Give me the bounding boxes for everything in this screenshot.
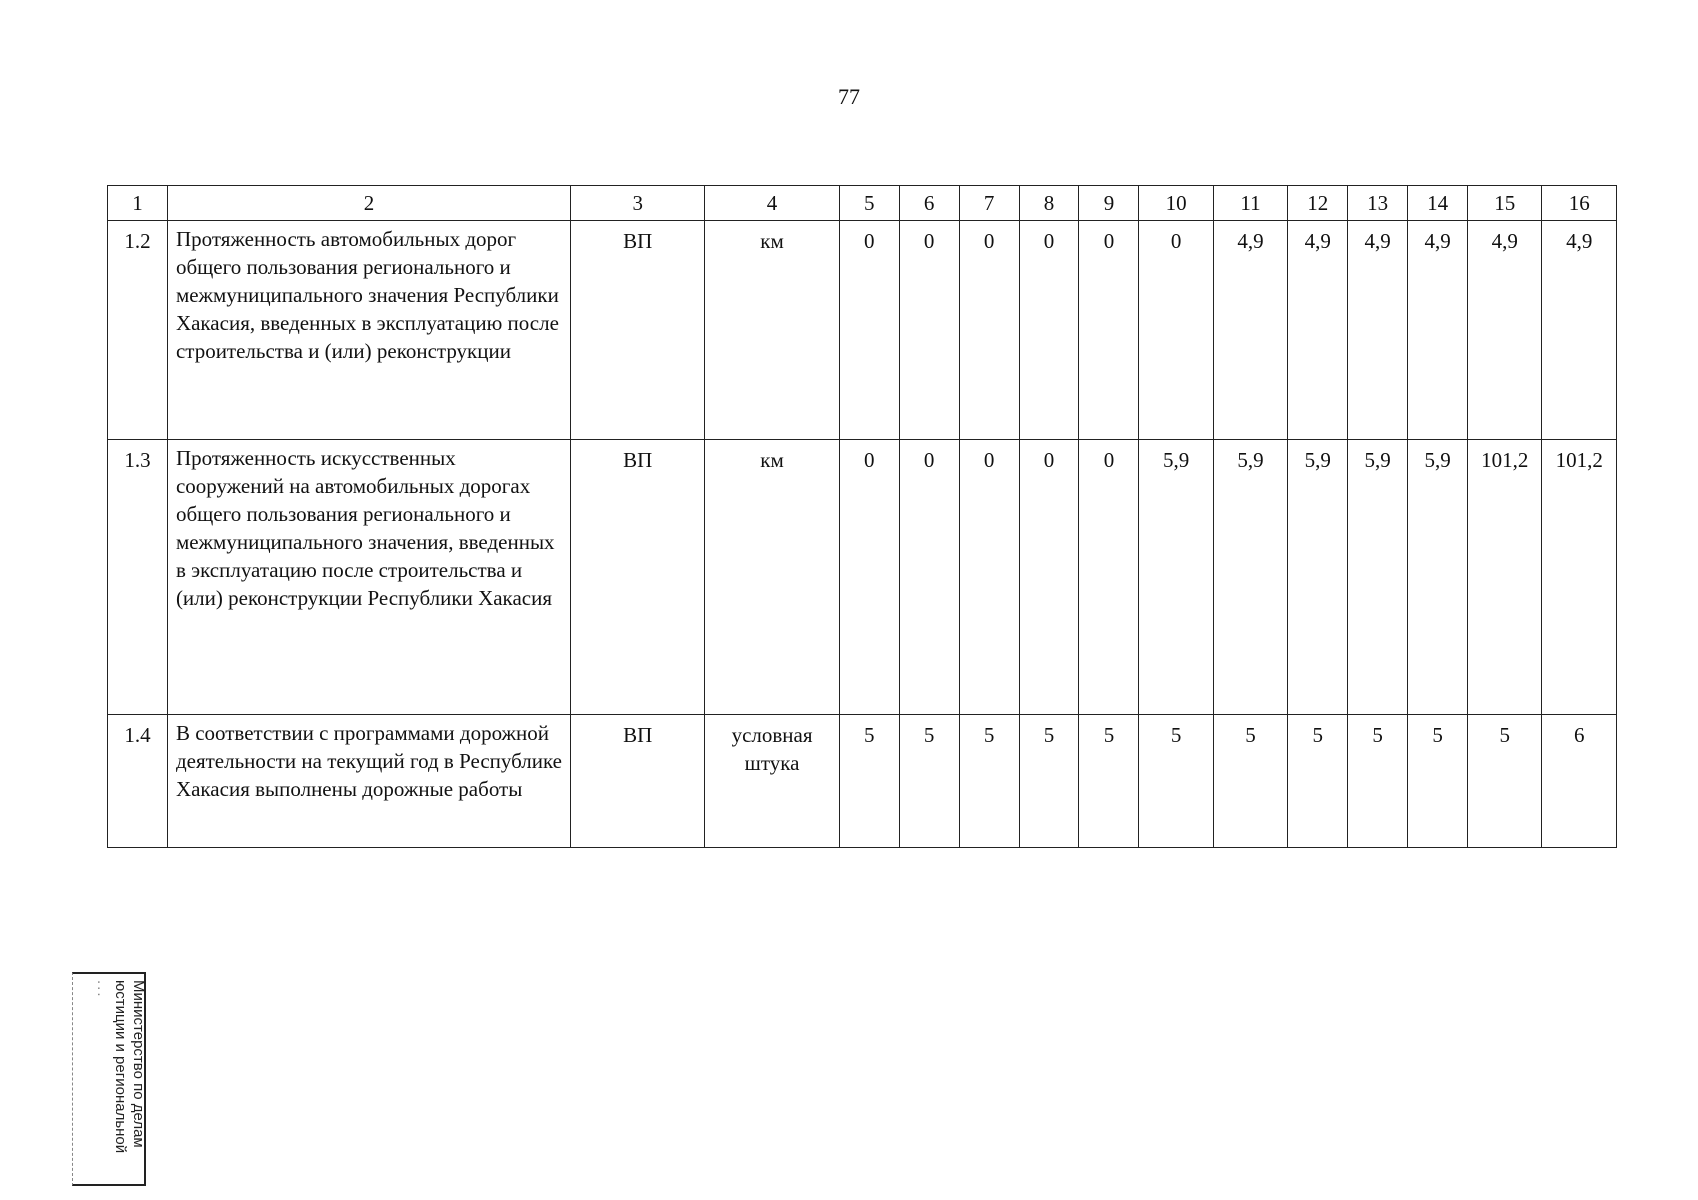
row-number: 1.3 (108, 440, 168, 715)
stamp-line: ... (94, 980, 111, 999)
registration-stamp (72, 972, 146, 1186)
value-cell: 101,2 (1468, 440, 1542, 715)
value-cell: 5 (899, 715, 959, 848)
value-cell: 0 (1139, 221, 1213, 440)
header-cell: 14 (1408, 186, 1468, 221)
header-cell: 3 (571, 186, 705, 221)
value-cell: 0 (1079, 440, 1139, 715)
indicators-table (107, 185, 1617, 848)
table-header-row (108, 186, 1617, 221)
header-cell: 11 (1213, 186, 1287, 221)
value-cell: 5 (1468, 715, 1542, 848)
value-cell: 5 (1288, 715, 1348, 848)
indicator-type: ВП (571, 221, 705, 440)
page-number: 77 (838, 84, 860, 109)
table-row (108, 221, 1617, 440)
header-cell: 8 (1019, 186, 1079, 221)
value-cell: 4,9 (1348, 221, 1408, 440)
value-cell: 5 (1348, 715, 1408, 848)
header-cell: 16 (1542, 186, 1617, 221)
value-cell: 5 (839, 715, 899, 848)
header-cell: 7 (959, 186, 1019, 221)
value-cell: 5 (1213, 715, 1287, 848)
header-cell: 15 (1468, 186, 1542, 221)
stamp-text (77, 976, 147, 1186)
header-cell: 12 (1288, 186, 1348, 221)
indicator-unit: условная штука (705, 715, 839, 848)
header-cell: 5 (839, 186, 899, 221)
value-cell: 0 (1079, 221, 1139, 440)
value-cell: 5,9 (1213, 440, 1287, 715)
stamp-line: юстиции и региональной (112, 980, 129, 1154)
value-cell: 0 (1019, 440, 1079, 715)
stamp-line: Министерство по делам (130, 980, 147, 1148)
value-cell: 5,9 (1139, 440, 1213, 715)
value-cell: 0 (839, 440, 899, 715)
table-row (108, 715, 1617, 848)
indicator-name: Протяженность автомобильных дорог общего пользования регионального и межмуниципального значения Республики Хакасия, введенных в эксплуатацию после строительства и (или) реконструкции (167, 221, 570, 440)
value-cell: 0 (839, 221, 899, 440)
value-cell: 5 (1019, 715, 1079, 848)
value-cell: 5 (1139, 715, 1213, 848)
row-number: 1.2 (108, 221, 168, 440)
indicator-name: В соответствии с программами дорожной деятельности на текущий год в Республике Хакасия выполнены дорожные работы (167, 715, 570, 848)
header-cell: 1 (108, 186, 168, 221)
header-cell: 13 (1348, 186, 1408, 221)
value-cell: 5,9 (1408, 440, 1468, 715)
value-cell: 4,9 (1408, 221, 1468, 440)
indicator-unit: км (705, 221, 839, 440)
indicator-type: ВП (571, 715, 705, 848)
value-cell: 5 (1408, 715, 1468, 848)
value-cell: 4,9 (1288, 221, 1348, 440)
value-cell: 0 (959, 440, 1019, 715)
value-cell: 4,9 (1542, 221, 1617, 440)
header-cell: 6 (899, 186, 959, 221)
value-cell: 0 (899, 221, 959, 440)
value-cell: 0 (959, 221, 1019, 440)
header-cell: 10 (1139, 186, 1213, 221)
row-number: 1.4 (108, 715, 168, 848)
value-cell: 5,9 (1348, 440, 1408, 715)
header-cell: 4 (705, 186, 839, 221)
value-cell: 4,9 (1213, 221, 1287, 440)
header-cell: 2 (167, 186, 570, 221)
table-row (108, 440, 1617, 715)
indicator-name: Протяженность искусственных сооружений на автомобильных дорогах общего пользования регионального и межмуниципального значения, введенных в эксплуатацию после строительства и (или) реконструкции Республики Хакасия (167, 440, 570, 715)
value-cell: 6 (1542, 715, 1617, 848)
value-cell: 0 (899, 440, 959, 715)
value-cell: 4,9 (1468, 221, 1542, 440)
value-cell: 5 (959, 715, 1019, 848)
value-cell: 0 (1019, 221, 1079, 440)
indicator-unit: км (705, 440, 839, 715)
indicator-type: ВП (571, 440, 705, 715)
value-cell: 5 (1079, 715, 1139, 848)
value-cell: 5,9 (1288, 440, 1348, 715)
value-cell: 101,2 (1542, 440, 1617, 715)
header-cell: 9 (1079, 186, 1139, 221)
